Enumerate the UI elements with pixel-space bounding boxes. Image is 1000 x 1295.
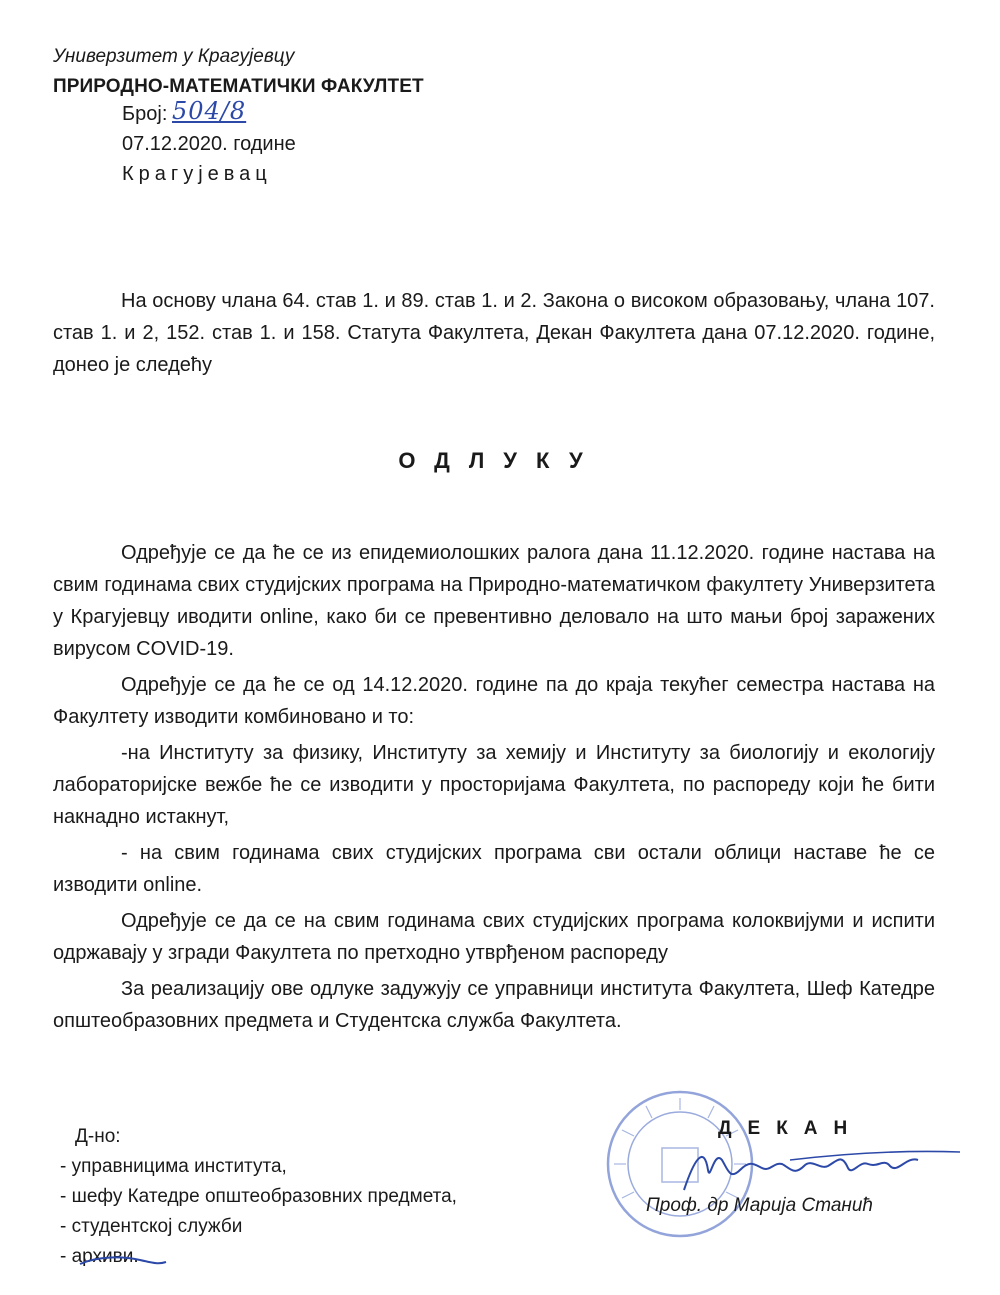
number-label: Број:: [122, 103, 168, 125]
distribution-item: - архиви.: [60, 1246, 139, 1267]
decision-body: [53, 537, 935, 1037]
faculty-name: ПРИРОДНО-МАТЕМАТИЧКИ ФАКУЛТЕТ: [53, 76, 424, 97]
decision-title: ОДЛУКУ: [398, 448, 602, 473]
document-date: 07.12.2020. године: [122, 133, 296, 155]
document-city: Крагујевац: [122, 163, 272, 185]
distribution-item: - шефу Катедре општеобразовних предмета,: [60, 1186, 457, 1207]
decision-paragraph: За реализацију ове одлуке задужују се управници института Факултета, Шеф Катедре општеобразовних предмета и Студентска служба Факултета.: [53, 978, 935, 1032]
dean-signature: [670, 1130, 970, 1200]
intro-text: На основу члана 64. став 1. и 89. став 1. и 2. Закона о високом образовању, члана 107. став 1. и 2, 152. став 1. и 158. Статута Факултета, Декан Факултета дана 07.12.2020. године, донео је следећу: [53, 290, 935, 376]
decision-paragraph: Одређује се да ће се из епидемиолошких ралога дана 11.12.2020. године настава на свим годинама свих студијских програма на Природно-математичком факултету Универзитета у Крагујевцу иводити online, како би се превентивно деловало на што мањи број заражених вирусом COVID-19.: [53, 542, 935, 660]
distribution-label: Д-но:: [75, 1126, 121, 1147]
handwritten-underline: [78, 1250, 168, 1270]
handwritten-number: 504/8: [172, 97, 247, 125]
dean-title: ДЕКАН: [718, 1118, 864, 1139]
decision-paragraph: -на Институту за физику, Институту за хемију и Институту за биологију и екологију лабораторијске вежбе ће се изводити у просторијама Факултета, по распореду који ће бити накнадно истакнут,: [53, 742, 935, 828]
decision-paragraph: - на свим годинама свих студијских програма сви остали облици наставе ће се изводити online.: [53, 842, 935, 896]
dean-name: Проф. др Марија Станић: [646, 1195, 873, 1216]
intro-paragraph: [53, 285, 935, 381]
decision-paragraph: Одређује се да се на свим годинама свих студијских програма колоквијуми и испити одржавају у згради Факултета по претходно утврђеном распореду: [53, 910, 935, 964]
university-name: Универзитет у Крагујевцу: [53, 46, 295, 67]
distribution-item: - управницима института,: [60, 1156, 287, 1177]
decision-paragraph: Одређује се да ће се од 14.12.2020. године па до краја текућег семестра настава на Факултету изводити комбиновано и то:: [53, 674, 935, 728]
distribution-item: - студентској служби: [60, 1216, 243, 1237]
